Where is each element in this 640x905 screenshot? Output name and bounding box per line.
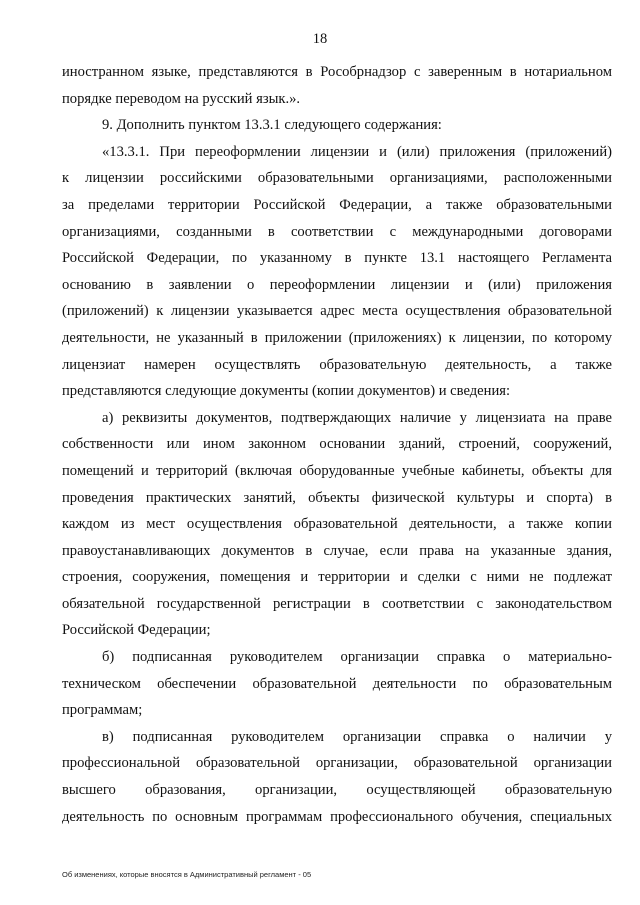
text-line: лицензиат намерен осуществлять образовательную деятельность, а также bbox=[62, 356, 612, 373]
text-line: Российской Федерации; bbox=[62, 622, 211, 639]
text-line: программам; bbox=[62, 702, 143, 719]
text-line: (приложений) к лицензии указывается адрес места осуществления образовательной bbox=[62, 303, 612, 320]
text-line: к лицензии российскими образовательными организациями, расположенными bbox=[62, 170, 612, 187]
text-line: за пределами территории Российской Федерации, а также образовательными bbox=[62, 196, 612, 213]
text-line: иностранном языке, представляются в Рособрнадзор с заверенным в нотариальном bbox=[62, 64, 612, 80]
text-line: Российской Федерации, по указанному в пункте 13.1 настоящего Регламента bbox=[62, 250, 612, 267]
text-line: организациями, созданными в соответствии с международными договорами bbox=[62, 223, 612, 240]
text-line: представляются следующие документы (копии документов) и сведения: bbox=[62, 383, 511, 400]
text-line: правоустанавливающих документов в случае, если права на указанные здания, bbox=[62, 542, 612, 559]
text-line: «13.3.1. При переоформлении лицензии и (или) приложения (приложений) bbox=[102, 143, 612, 160]
page-footer: Об изменениях, которые вносятся в Административный регламент - 05 bbox=[62, 870, 312, 879]
text-line: 9. Дополнить пунктом 13.3.1 следующего содержания: bbox=[102, 117, 442, 134]
text-line: помещений и территорий (включая оборудованные учебные кабинеты, объекты для bbox=[62, 462, 612, 479]
text-line: каждом из мест осуществления образовательной деятельности, а также копии bbox=[62, 516, 612, 533]
text-line: а) реквизиты документов, подтверждающих наличие у лицензиата на праве bbox=[102, 409, 612, 426]
document-body bbox=[62, 59, 612, 830]
text-line: проведения практических занятий, объекты физической культуры и спорта) в bbox=[62, 489, 612, 506]
text-line: строения, сооружения, помещения и территории и сделки с ними не подлежат bbox=[62, 569, 612, 586]
page-number: 18 bbox=[312, 31, 328, 47]
text-line: обязательной государственной регистрации в соответствии с законодательством bbox=[62, 595, 612, 612]
text-line: деятельность по основным программам профессионального обучения, специальных bbox=[62, 808, 612, 825]
text-line: собственности или ином законном основании зданий, строений, сооружений, bbox=[62, 436, 612, 453]
text-line: деятельности, не указанный в приложении (приложениях) к лицензии, по которому bbox=[62, 329, 612, 346]
text-line: основанию в заявлении о переоформлении лицензии и (или) приложения bbox=[62, 276, 612, 293]
text-line: порядке переводом на русский язык.». bbox=[62, 90, 301, 107]
text-line: высшего образования, организации, осуществляющей образовательную bbox=[62, 782, 612, 799]
text-line: б) подписанная руководителем организации справка о материально- bbox=[102, 649, 612, 666]
text-line: в) подписанная руководителем организации справка о наличии у bbox=[102, 728, 612, 745]
text-line: профессиональной образовательной организации, образовательной организации bbox=[62, 755, 612, 772]
text-line: техническом обеспечении образовательной деятельности по образовательным bbox=[62, 675, 612, 692]
